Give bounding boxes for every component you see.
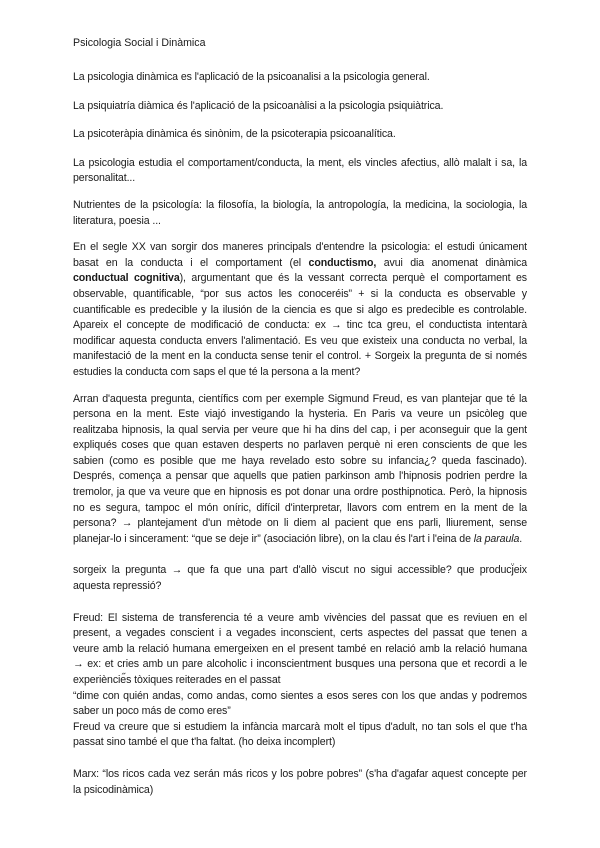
paragraph-segle-xx — [73, 240, 527, 380]
text-span: ), argumentant que és la vessant correcta perquè el comportament es observable, quantificable, “por sus actos les conoceréis” + si la conducta es observable y cuantificable es predecible y la ilusión de la ciencia es que si algo es predecible es controlable. Apareix el concepte de modificació de conducta: ex → tinc tca greu, el conductista intentarà modificar aquesta conducta envers l'alimentació. Es veu que existeix una conducta no verbal, la manifestació de la ment en la conducta sense tenir el control. + Sorgeix la pregunta de si només estudies la conducta com saps el que té la persona a la ment? — [73, 272, 527, 378]
text-line: “dime con quién andas, como andas, como sientes a esos seres con los que andas y podremos saber un poco más de como eres” — [73, 689, 527, 718]
bold-conductual-cognitiva: conductual cognitiva — [73, 272, 180, 285]
paragraph-dinamica: La psicologia dinàmica es l'aplicació de la psicoanalisi a la psicologia general. — [73, 71, 430, 83]
text-line: Freud va creure que si estudiem la infància marcarà molt el tipus d'adult, no tan sols el que t'ha passat sino també el que t'ha faltat. (ho deixa incomplert) — [73, 720, 527, 749]
document-body — [73, 70, 527, 809]
paragraph-psicologia-estudia: La psicologia estudia el comportament/conducta, la ment, els vincles afectius, allò malalt i sa, la personalitat... — [73, 156, 527, 185]
text-span: En el segle XX van sorgir dos maneres principals d'entendre la psicologia: el estudi únicament basat en la conducta i el comportament (el — [73, 241, 527, 269]
paragraph-nutrientes: Nutrientes de la psicología: la filosofía, la biología, la antropología, la medicina, la sociologia, la literatura, poesia ... — [73, 198, 527, 227]
text-span: avui dia anomenat dinàmica — [376, 256, 527, 269]
paragraph-marx: Marx: “los ricos cada vez serán más ricos y los pobre pobres” (s'ha d'agafar aquest concepte per la psicodinàmica) — [73, 767, 527, 796]
bold-conductismo: conductismo, — [308, 256, 377, 269]
document-title: Psicologia Social i Dinàmica — [73, 37, 206, 49]
paragraph-psiquiatria: La psiquiatría diàmica és l'aplicació de la psicoanàlisi a la psicologia psiquiàtrica. — [73, 99, 444, 112]
text-span: . — [519, 532, 523, 545]
paragraph-transferencia — [73, 611, 527, 751]
text-line: Freud: El sistema de transferencia té a veure amb vivències del passat que es reviuen en el present, a vegades conscient i a vegades inconscient, certs aspectes del passat que tenen a veure amb la relació humana emergeixen en el present també en relació amb la relació humana → ex: et cries amb un pare alcoholic i inconscientment busques una persona que et recordi a le experièncie̋s tòxiques reiterades en el passat — [73, 611, 527, 686]
paragraph-repressio: sorgeix la pregunta → que fa que una part d'allò viscut no sigui accessible? que producj̈eix aquesta repressió? — [73, 564, 527, 593]
paragraph-freud-hipnosis — [73, 392, 527, 548]
text-span: Arran d'aquesta pregunta, científics com per exemple Sigmund Freud, es van plantejar que té la persona en la ment. Este viajó investigando la hysteria. En Paris va veure un psicòleg que realitzaba hipnosis, la qual servia per veure que hi ha dins del cap, i per aconseguir que la gent expliqués coses que quan estaven desperts no parlaven perquè ni eren conscients de que les sabien (como es posible que me haya revelado esto sobre su infancia¿? queda fascinado). Després, comença a pensar que aquells que patien parkinson amb l'hipnosis podrien perdre la tremolor, ja que va veure que en hipnosis es pot donar una ordre posthipnotica. Però, la hipnosis no es segura, tampoc el món oníric, difícil d'interpretar, llavors com entrem en la ment de la persona? → plantejament d'un mètode on li diem al pacient que ens parli, lliurement, sense planejar-lo i sincerament: “que se deje ir” (asociación libre), on la clau és l'art i l'eina de — [73, 392, 527, 545]
paragraph-psicoterapia: La psicoteràpia dinàmica és sinònim, de la psicoterapia psicoanalítica. — [73, 128, 396, 141]
italic-la-paraula: la paraula — [473, 532, 520, 545]
